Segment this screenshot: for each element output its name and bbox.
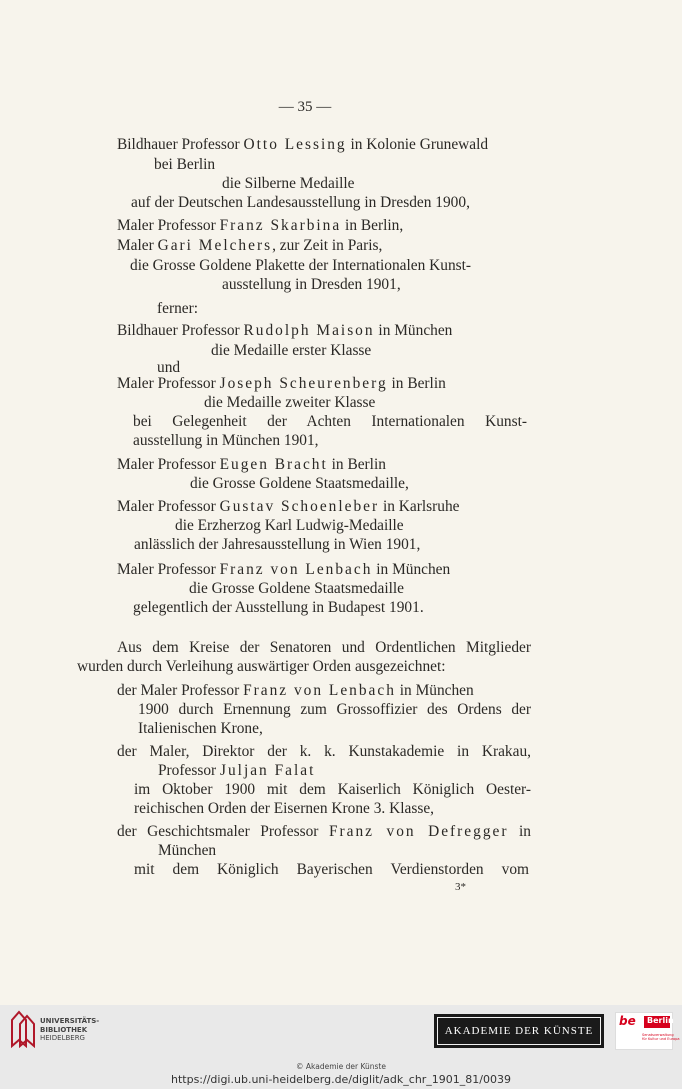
berlin-wordmark: Berlin <box>647 1016 674 1025</box>
text-segment: ausstellung in München 1901, <box>133 432 319 449</box>
text-line <box>117 135 488 154</box>
library-name-line: BIBLIOTHEK <box>40 1025 88 1034</box>
text-line <box>158 841 216 860</box>
text-segment: anlässlich der Jahresausstellung in Wien 1901, <box>134 536 421 553</box>
text-segment: auf der Deutschen Landesausstellung in Dresden 1900, <box>131 194 470 211</box>
person-name: Franz von Lenbach <box>219 561 373 578</box>
text-segment: ausstellung in Dresden 1901, <box>222 276 401 293</box>
text-line <box>222 174 355 193</box>
text-segment: in München <box>395 682 474 699</box>
text-segment: in <box>508 823 531 840</box>
text-segment: mit dem Königlich Bayerischen Verdienstorden vom <box>134 861 529 878</box>
akademie-der-kuenste-logo[interactable] <box>434 1014 604 1048</box>
adk-logo-label: AKADEMIE DER KÜNSTE <box>437 1017 601 1045</box>
text-line <box>117 497 459 516</box>
text-line <box>117 374 446 393</box>
text-segment: in München <box>374 322 453 339</box>
text-line <box>189 579 404 598</box>
text-segment: die Silberne Medaille <box>222 175 355 192</box>
text-segment: wurden durch Verleihung auswärtiger Orden ausgezeichnet: <box>77 658 446 675</box>
text-line <box>117 236 382 255</box>
text-segment: Maler Professor <box>117 375 220 392</box>
text-segment: die Erzherzog Karl Ludwig-Medaille <box>175 517 404 534</box>
text-line <box>134 535 420 554</box>
signature-mark: 3* <box>455 881 466 893</box>
text-line <box>117 321 452 340</box>
library-name-line: UNIVERSITÄTS- <box>40 1017 100 1025</box>
text-segment: die Grosse Goldene Staatsmedaille <box>189 580 404 597</box>
permalink-url[interactable]: https://digi.ub.uni-heidelberg.de/diglit/adk_chr_1901_81/0039 <box>170 1073 512 1086</box>
text-segment: ferner: <box>157 300 199 317</box>
text-segment: Professor <box>158 762 220 779</box>
text-segment: der Geschichtsmaler Professor <box>117 823 329 840</box>
text-line <box>77 657 446 676</box>
text-line <box>133 412 527 431</box>
text-segment: die Medaille erster Klasse <box>211 342 372 359</box>
text-line <box>134 860 529 879</box>
berlin-subtitle-line: Senatsverwaltung <box>642 1033 674 1037</box>
text-line <box>117 742 531 761</box>
text-segment: Bildhauer Professor <box>117 322 244 339</box>
text-line <box>211 341 371 360</box>
text-line <box>133 598 424 617</box>
text-line <box>154 155 215 174</box>
text-segment: bei Berlin <box>154 156 216 173</box>
text-line <box>190 474 409 493</box>
person-name: Franz von Lenbach <box>243 682 396 699</box>
person-name: Franz Skarbina <box>219 217 342 234</box>
berlin-subtitle <box>642 1033 680 1041</box>
text-segment: München <box>158 842 217 859</box>
text-segment: im Oktober 1900 mit dem Kaiserlich Königlich Oester- <box>134 781 531 798</box>
text-line <box>138 719 263 738</box>
text-line <box>157 299 198 318</box>
text-segment: die Grosse Goldene Staatsmedaille, <box>190 475 409 492</box>
text-segment: in Kolonie Grunewald <box>346 136 489 153</box>
person-name: Gustav Schoenleber <box>219 498 380 515</box>
text-line <box>222 275 401 294</box>
text-segment: Maler Professor <box>117 456 220 473</box>
university-library-logo-icon[interactable] <box>10 1010 36 1048</box>
text-line <box>204 393 375 412</box>
text-segment: in Berlin, <box>341 217 404 234</box>
be-berlin-mark: be <box>619 1014 636 1028</box>
person-name: Gari Melchers <box>157 237 273 254</box>
berlin-senate-logo[interactable] <box>615 1012 680 1050</box>
text-segment: Aus dem Kreise der Senatoren und Ordentlichen Mitglieder <box>117 639 531 656</box>
person-name: Eugen Bracht <box>219 456 328 473</box>
text-segment: Maler Professor <box>117 498 220 515</box>
text-segment: und <box>157 359 181 376</box>
library-name-line: HEIDELBERG <box>40 1034 85 1042</box>
text-segment: Maler <box>117 237 158 254</box>
text-line <box>158 761 315 780</box>
text-segment: die Medaille zweiter Klasse <box>204 394 376 411</box>
text-line <box>117 216 403 235</box>
university-library-name[interactable] <box>40 1017 99 1043</box>
text-segment: der Maler Professor <box>117 682 244 699</box>
text-segment: , zur Zeit in Paris, <box>272 237 383 254</box>
copyright-notice: © Akademie der Künste <box>296 1062 386 1071</box>
text-line <box>130 256 471 275</box>
person-name: Joseph Scheurenberg <box>219 375 388 392</box>
text-segment: Bildhauer Professor <box>117 136 244 153</box>
text-segment: Maler Professor <box>117 561 220 578</box>
text-line <box>117 455 386 474</box>
text-line <box>175 516 404 535</box>
text-line <box>133 431 319 450</box>
text-segment: gelegentlich der Ausstellung in Budapest 1901. <box>133 599 424 616</box>
text-line <box>138 700 531 719</box>
text-segment: bei Gelegenheit der Achten Internationalen Kunst- <box>133 413 527 430</box>
text-line <box>134 799 434 818</box>
text-line <box>117 638 531 657</box>
person-name: Otto Lessing <box>243 136 347 153</box>
person-name: Juljan Falat <box>219 762 316 779</box>
text-segment: der Maler, Direktor der k. k. Kunstakademie in Krakau, <box>117 743 531 760</box>
text-segment: reichischen Orden der Eisernen Krone 3. Klasse, <box>134 800 435 817</box>
text-segment: in Berlin <box>387 375 446 392</box>
text-segment: 1900 durch Ernennung zum Grossoffizier des Ordens der <box>138 701 531 718</box>
text-segment: die Grosse Goldene Plakette der Internationalen Kunst- <box>130 257 472 274</box>
text-segment: Italienischen Krone, <box>138 720 263 737</box>
text-segment: in Berlin <box>327 456 386 473</box>
text-segment: Maler Professor <box>117 217 220 234</box>
text-segment: in München <box>372 561 451 578</box>
text-line <box>117 822 531 841</box>
text-line <box>117 560 450 579</box>
text-line <box>117 681 474 700</box>
page-number: — 35 — <box>278 99 332 115</box>
berlin-subtitle-line: für Kultur und Europa <box>642 1037 680 1041</box>
text-line <box>131 193 470 212</box>
person-name: Rudolph Maison <box>243 322 375 339</box>
text-line <box>134 780 531 799</box>
text-segment: in Karlsruhe <box>379 498 460 515</box>
person-name: Franz von Defregger <box>328 823 509 840</box>
